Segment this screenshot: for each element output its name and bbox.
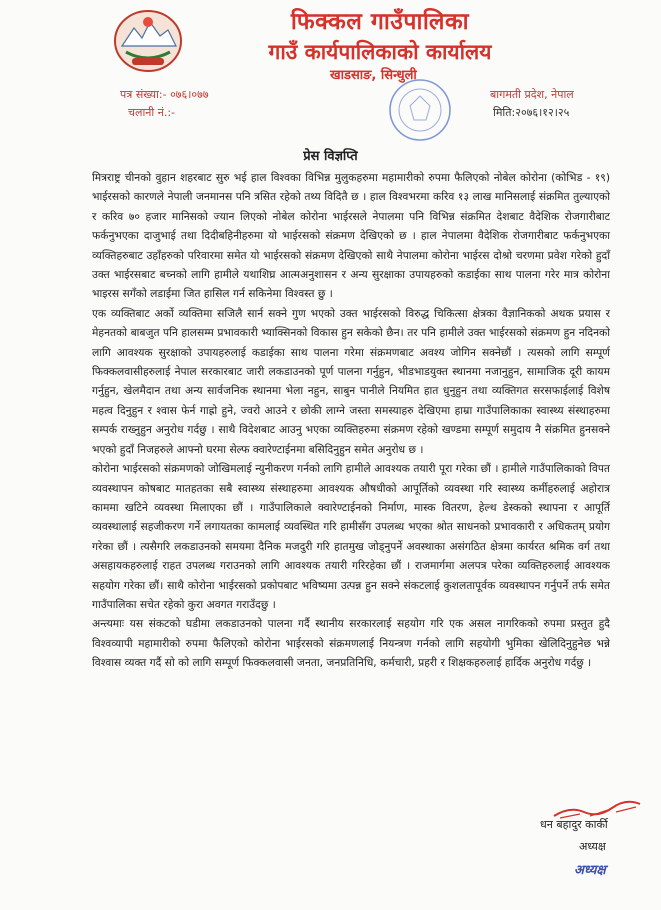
signer-title: अध्यक्ष xyxy=(579,840,606,853)
letter-date: मिति:२०७६।१२।२५ xyxy=(493,106,570,119)
office-name: फिक्कल गाउँपालिका xyxy=(290,9,470,35)
paragraph-2: एक व्यक्तिबाट अर्को व्यक्तिमा सजिलै सार्न सक्ने गुण भएको उक्त भाईरसको विरुद्ध चिकित्सा क्षेत्रका वैज्ञानिकको अथक प्रयास र मेहनतको बाबजुत पनि हालसम्म प्रभावकारी भ्याक्सिनको विकास हुन सकेको छैन। तर पनि हामीले उक्त भाईरसको संक्रमण हुन नदिनको लागि आवश्यक सुरक्षाको उपायहरुलाई कडाईका साथ पालना गरेमा संक्रमणबाट अवश्य जोगिन सक्नेछौं । त्यसको लागि सम्पूर्ण फिक्कलवासीहरुलाई नेपाल सरकारबाट जारी लकडाउनको पूर्ण पालना गर्नुहुन, भीडभाडयुक्त स्थानमा नजानुहुन, सामाजिक दूरी कायम गर्नुहुन, खेलमैदान तथा अन्य सार्वजनिक स्थानमा भेला नहुन, साबुन पानीले नियमित हात धुनुहुन तथा व्यक्तिगत सरसफाईलाई विशेष महत्व दिनुहुन र श्वास फेर्न गाह्रो हुने, ज्वरो आउने र छोकी लाग्ने जस्ता समस्याहरु देखिएमा हाम्रा गाउँपालिकाका स्वास्थ्य संस्थाहरुमा सम्पर्क राख्नुहुन अनुरोध गर्दछु । साथै विदेशबाट आउनु भएका व्यक्तिहरुमा संक्रमण रहेको खण्डमा सम्पूर्ण समुदाय नै संक्रमित हुनसक्ने भएको हुदाँ निजहरुले आफ्नो घरमा सेल्फ क्वारेण्टाईनमा बसिदिनुहुन समेत अनुरोध छ । xyxy=(92,306,610,456)
paragraph-4: अन्त्यमाः यस संकटको घडीमा लकडाउनको पालना गर्दै स्थानीय सरकारलाई सहयोग गरि एक असल नागरिकको रुपमा प्रस्तुत हुदै विश्वव्यापी महामारीको रुपमा फैलिएको कोरोना भाईरसको संक्रमणलाई नियन्त्रण गर्नको लागि सहयोगी भुमिका खेलिदिनुहुनेछ भन्ने विश्वास व्यक्त गर्दै सो को लागि सम्पूर्ण फिक्कलवासी जनता, जनप्रतिनिधि, कर्मचारी, प्रहरी र शिक्षकहरुलाई हार्दिक अनुरोध गर्दछु । xyxy=(92,617,610,670)
signer-seal: अध्यक्ष xyxy=(574,863,606,878)
nepal-emblem-icon xyxy=(112,8,184,74)
office-stamp-icon xyxy=(362,74,466,144)
dispatch-number: चलानी नं.:- xyxy=(128,106,176,119)
letter-number: पत्र संख्या:- ०७६।०७७ xyxy=(120,88,209,101)
press-release-body xyxy=(92,168,610,673)
paragraph-3: कोरोना भाईरसको संक्रमणको जोखिमलाई न्युनीकरण गर्नको लागि हामीले आवश्यक तयारी पूरा गरेका छौं । हामीले गाउँपालिकाको विपत व्यवस्थापन कोषबाट मातहतका सबै स्वास्थ्य संस्थाहरुमा आवश्यक औषधीको आपूर्तिको व्यवस्था गरि स्वास्थ्य कर्मीहरुलाई अहोरात्र काममा खटिने व्यवस्था मिलाएका छौं । गाउँपालिकाले क्वारेण्टाईनको निर्माण, मास्क वितरण, हेल्थ डेस्कको स्थापना र आपूर्ति व्यवस्थालाई सहजीकरण गर्ने लगायतका कामलाई व्यवस्थित गरि हामीसँग उपलब्ध भएका श्रोत साधनको प्रभावकारी र अधिकतम् प्रयोग गरेका छौं । त्यसैगरि लकडाउनको समयमा दैनिक मजदुरी गरि हातमुख जोड्नुपर्ने अवस्थाका असंगठित क्षेत्रमा कार्यरत श्रमिक वर्ग तथा असहायकहरुलाई राहत उपलब्ध गराउनको लागि आवश्यक तयारी गरिरहेका छौं । राजमार्गमा अलपत्र परेका व्यक्तिहरुलाई आवश्यक सहयोग गरेका छौं। साथै कोरोना भाईरसको प्रकोपबाट भविष्यमा उत्पन्न हुन सक्ने संकटलाई कुशलतापूर्वक व्यवस्थापन गर्नुपर्ने तर्फ समेत गाउँपालिका सचेत रहेको कुरा अवगत गराउँदछु । xyxy=(92,462,610,611)
province-label: बागमती प्रदेश, नेपाल xyxy=(490,88,574,101)
paragraph-1: मित्रराष्ट्र चीनको वुहान शहरबाट सुरु भई हाल विश्वका विभिन्न मुलुकहरुमा महामारीको रुपमा फैलिएको नोबेल कोरोना (कोभिड - १९) भाईरसको कारणले नेपाली जनमानस पनि त्रसित रहेको तथ्य विदितै छ । हाल विश्वभरमा करिव १३ लाख मानिसलाई संक्रमित तुल्याएको र करिव ७० हजार मानिसको ज्यान लिएको नोबेल कोरोना भाईरसले नेपालमा पनि विभिन्न संक्रमित देशबाट वैदेशिक रोजगारीबाट फर्कनुभएका दाजुभाई तथा दिदीबहिनीहरुमा यो भाईरसको संक्रमण देखिएको छ । हाल नेपालमा वैदेशिक रोजगारीबाट फर्कनुभएका व्यक्तिहरुबाट उहाँहरुको परिवारमा समेत यो भाईरसको संक्रमण देखिएको साथै नेपालमा कोरोना भाईरस दोश्रो चरणमा प्रवेश गरेको हुदाँ उक्त भाईरसबाट बच्नको लागि हामीले यथाशिघ्र आत्मअनुशासन र अन्य सुरक्षाका उपायहरुको कडाईका साथ पालना गरेर मात्र कोरोना भाइरस सगँको लडाईमा जित हासिल गर्न सकिनेमा विश्वस्त छु । xyxy=(92,171,610,301)
document-heading: प्रेस विज्ञप्ति xyxy=(303,149,358,164)
office-subtitle: गाउँ कार्यपालिकाको कार्यालय xyxy=(268,40,492,64)
office-address: खाडसाङ, सिन्धुली xyxy=(330,68,417,83)
signer-name: धन बहादुर कार्की xyxy=(540,818,608,831)
